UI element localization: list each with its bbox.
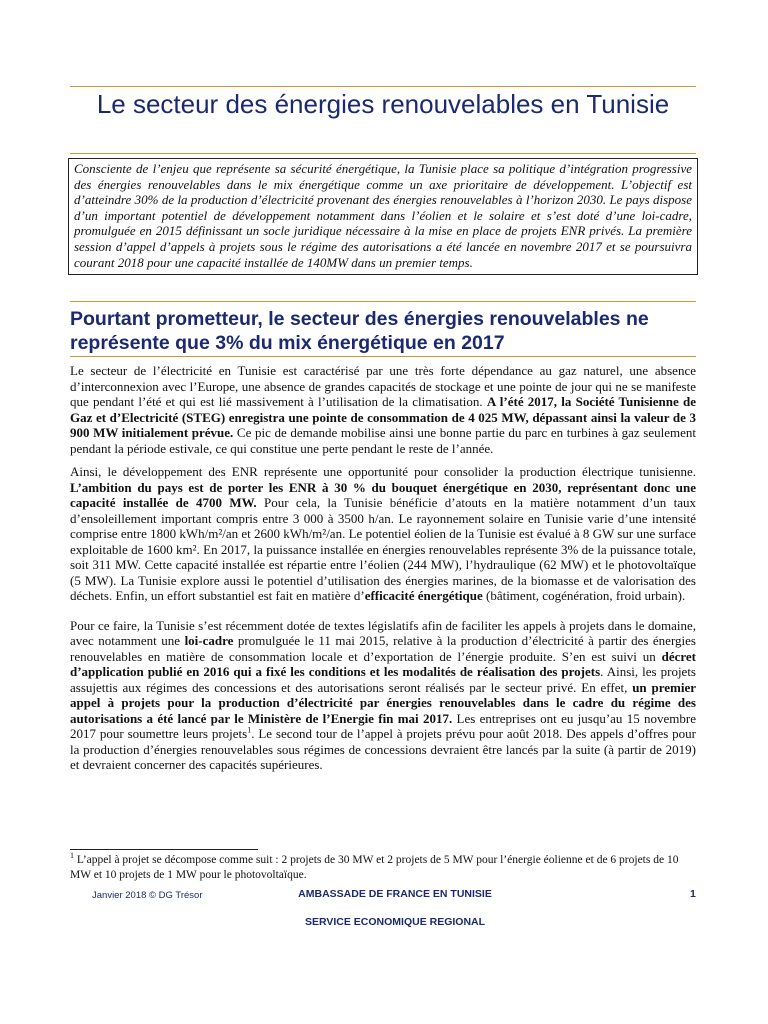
- footer-org-line-1: AMBASSADE DE FRANCE EN TUNISIE: [298, 888, 492, 900]
- paragraph-2-bold-efficacite: efficacité énergétique: [364, 588, 483, 603]
- paragraph-3-bold-decret: décret d’application publié en 2016 qui a fixé les conditions et les modalités de réalisation des projets: [70, 648, 696, 679]
- paragraph-3-text-e: . Ainsi, les projets assujettis aux régimes des concessions et des autorisations seront réalisés par le secteur privé. En effet,: [70, 664, 696, 695]
- paragraph-2-text-e: (bâtiment, cogénération, froid urbain).: [482, 588, 686, 603]
- paragraph-1-bold: A l’été 2017, la Société Tunisienne de Gaz et d’Electricité (STEG) enregistra une pointe de consommation de 4 025 MW, dépassant ainsi la valeur de 3 900 MW initialement prévue.: [70, 394, 696, 440]
- footer-org-line-2: SERVICE ECONOMIQUE REGIONAL: [304, 916, 486, 928]
- paragraph-3-text-h: . Le second tour de l’appel à projets prévu pour août 2018. Des appels d’offres pour la production d’énergies renouvelables sous régimes de concessions devraient être lancés par la suite (à partir de 2019) et devraient concerner des capacités supérieures.: [70, 726, 696, 772]
- body-text: [70, 363, 696, 781]
- title-bottom-rule: [70, 153, 696, 154]
- footer-date-credit: Janvier 2018 © DG Trésor: [92, 890, 203, 901]
- paragraph-1-text-a: Le secteur de l’électricité en Tunisie est caractérisé par une très forte dépendance au gaz naturel, une absence d’interconnexion avec l’Europe, une absence de grandes capacités de stockage et une pointe de jour qui ne se manifeste que pendant l’été et qui est lié massivement à l’utilisation de la climatisation.: [70, 363, 696, 409]
- paragraph-3-text-a: Pour ce faire, la Tunisie s’est récemment dotée de textes législatifs afin de faciliter les appels à projets dans le domaine, avec notamment une: [70, 617, 696, 648]
- paragraph-2-text-a: Ainsi, le développement des ENR représente une opportunité pour consolider la production électrique tunisienne.: [70, 464, 696, 479]
- footnote-text: L’appel à projet se décompose comme suit : 2 projets de 30 MW et 2 projets de 5 MW pour l’énergie éolienne et de 6 projets de 10 MW et 10 projets de 1 MW pour le photovoltaïque.: [70, 854, 679, 881]
- abstract-box: [68, 158, 698, 275]
- footnote: [70, 853, 696, 882]
- abstract-text: Consciente de l’enjeu que représente sa sécurité énergétique, la Tunisie place sa politique d’intégration progressive des énergies renouvelables dans le mix énergétique comme un axe prioritaire de développement. L’objectif est d’atteindre 30% de la production d’électricité provenant des énergies renouvelables à l’horizon 2030. Le pays dispose d’un important potentiel de développement notamment dans l’éolien et le solaire et s’est doté d’une loi-cadre, promulguée en 2015 définissant un socle juridique nécessaire à la mise en place de projets ENR privés. La première session d’appel d’appels à projets sous le régime des autorisations a été lancée en novembre 2017 et se poursuivra courant 2018 pour une capacité installée de 140MW dans un premier temps.: [74, 161, 692, 270]
- paragraph-1: [70, 363, 696, 456]
- footnote-separator: [70, 849, 258, 850]
- paragraph-2-bold: L’ambition du pays est de porter les ENR à 30 % du bouquet énergétique en 2030, représentant donc une capacité installée de 4700 MW.: [70, 479, 696, 510]
- section-top-rule: [70, 301, 696, 302]
- paragraph-3-bold-loi-cadre: loi-cadre: [184, 633, 234, 648]
- page-title: Le secteur des énergies renouvelables en Tunisie: [96, 89, 670, 119]
- paragraph-3-text-c: promulguée le 11 mai 2015, relative à la production d’électricité à partir des énergies renouvelables en matière de consommation locale et d’exportation de l’énergie produite. S’en est suivi un: [70, 633, 696, 664]
- paragraph-3-bold-appel: un premier appel à projets pour la production d’électricité par énergies renouvelables dans le cadre du régime des autorisations a été lancé par le Ministère de l’Energie fin mai 2017.: [70, 679, 696, 726]
- paragraph-3-text-g: Les entreprises ont eu jusqu’au 15 novembre 2017 pour soumettre leurs projets: [70, 710, 696, 741]
- footnote-marker: 1: [70, 851, 74, 861]
- paragraph-2: [70, 464, 696, 604]
- paragraph-3: [70, 618, 696, 773]
- footnote-reference[interactable]: 1: [247, 725, 252, 735]
- title-top-rule: [70, 86, 696, 87]
- section-bottom-rule: [70, 356, 696, 357]
- paragraph-1-text-c: Ce pic de demande mobilise ainsi une bonne partie du parc en turbines à gaz seulement pendant la période estivale, ce qui constitue une perte pendant le reste de l’année.: [70, 425, 696, 456]
- section-heading: Pourtant prometteur, le secteur des énergies renouvelables ne représente que 3% du mix énergétique en 2017: [70, 308, 649, 354]
- page-number: 1: [690, 888, 696, 900]
- paragraph-2-text-c: Pour cela, la Tunisie bénéficie d’atouts en la matière notamment d’un taux d’ensoleillement important compris entre 3 000 à 3500 h/an. Le rayonnement solaire en Tunisie varie d’une intensité comprise entre 1800 kWh/m²/an et 2600 kWh/m²/an. Le potentiel éolien de la Tunisie est évalué à 8 GW sur une surface exploitable de 1600 km². En 2017, la puissance installée en énergies renouvelables représente 3% de la puissance totale, soit 311 MW. Cette capacité installée est répartie entre l’éolien (244 MW), l’hydraulique (62 MW) et le photovoltaïque (5 MW). La Tunisie explore aussi le potentiel d’utilisation des énergies marines, de la biomasse et de valorisation des déchets. Enfin, un effort substantiel est fait en matière d’: [70, 495, 696, 603]
